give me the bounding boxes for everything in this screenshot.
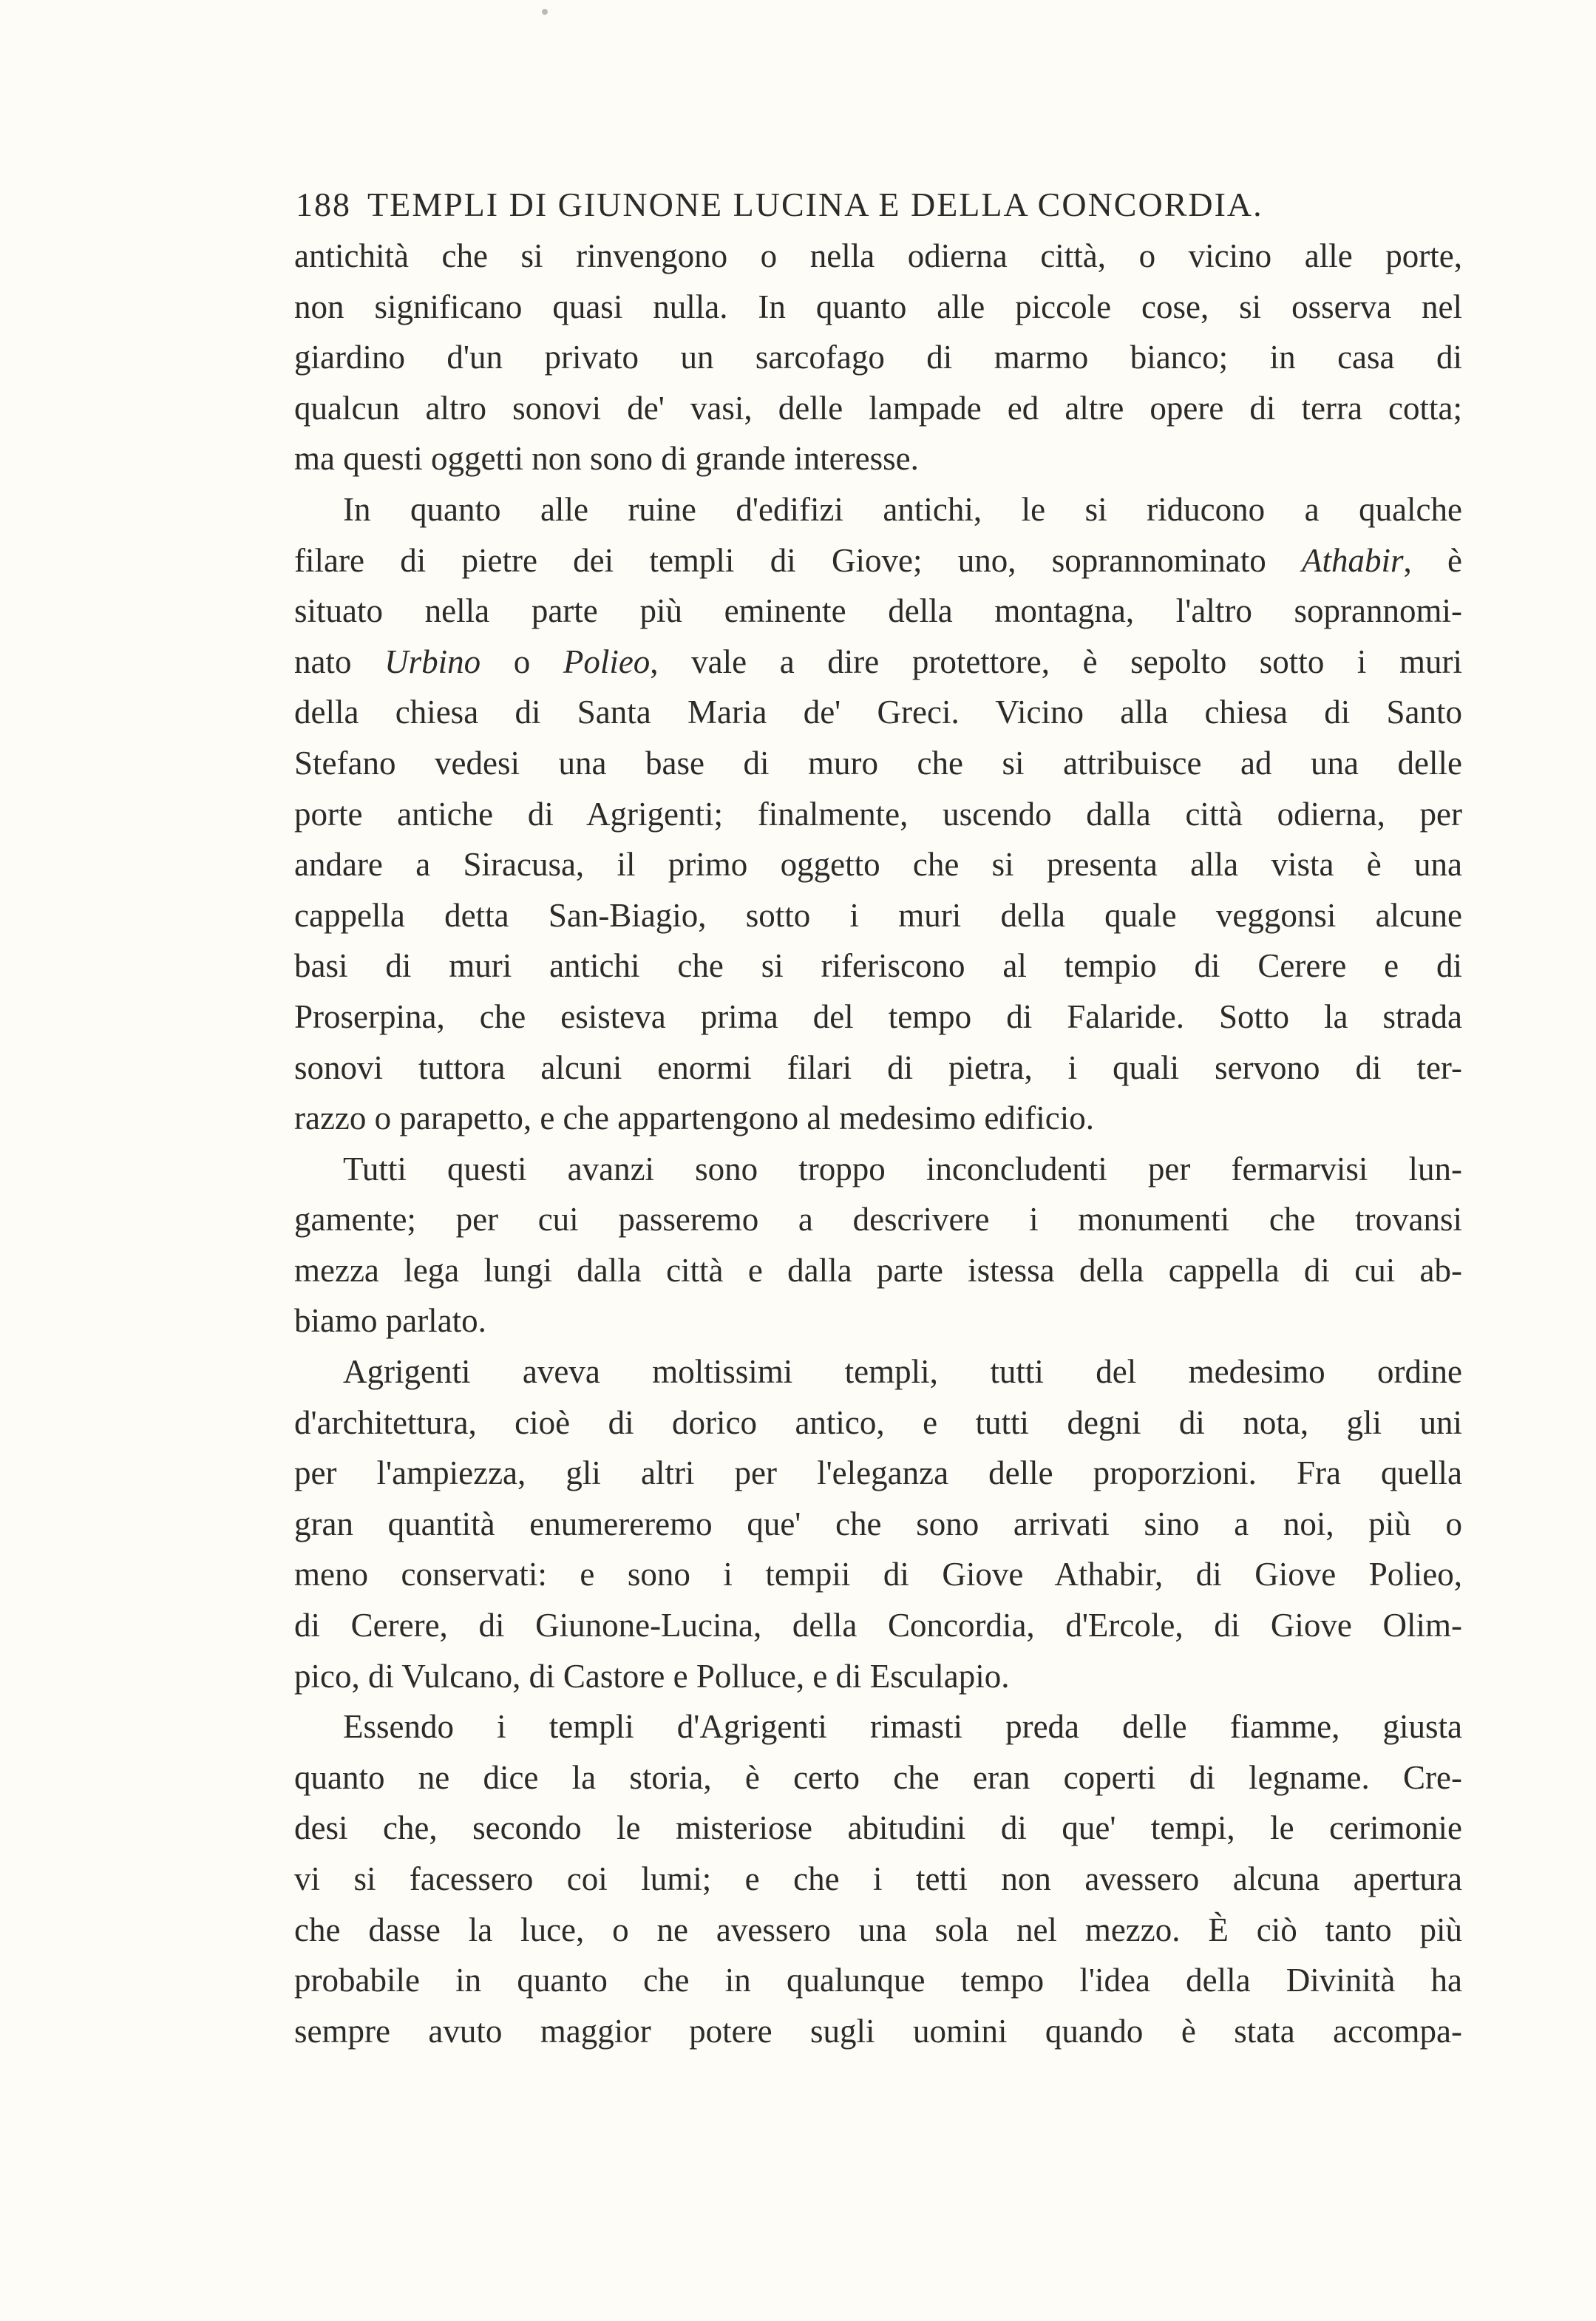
running-title: TEMPLI DI GIUNONE LUCINA E DELLA CONCORDIA. bbox=[367, 186, 1263, 223]
text-line: situato nella parte più eminente della montagna, l'altro soprannomi- bbox=[294, 592, 1462, 630]
text-line: Agrigenti aveva moltissimi templi, tutti del medesimo ordine bbox=[343, 1353, 1462, 1391]
text-line: gamente; per cui passeremo a descrivere i monumenti che trovansi bbox=[294, 1201, 1462, 1239]
text-line: sempre avuto maggior potere sugli uomini quando è stata accompa- bbox=[294, 2012, 1462, 2050]
text-line: gran quantità enumereremo que' che sono arrivati sino a noi, più o bbox=[294, 1505, 1462, 1542]
body-text bbox=[294, 231, 1462, 2056]
text-line: per l'ampiezza, gli altri per l'eleganza delle proporzioni. Fra quella bbox=[294, 1454, 1462, 1492]
text-line: Essendo i templi d'Agrigenti rimasti preda delle fiamme, giusta bbox=[343, 1708, 1462, 1746]
text-line: antichità che si rinvengono o nella odierna città, o vicino alle porte, bbox=[294, 237, 1462, 274]
text-line: basi di muri antichi che si riferiscono al tempio di Cerere e di bbox=[294, 947, 1462, 985]
text-run: o bbox=[481, 643, 563, 680]
text-line: Stefano vedesi una base di muro che si attribuisce ad una delle bbox=[294, 744, 1462, 782]
text-line: Proserpina, che esisteva prima del tempo di Falaride. Sotto la strada bbox=[294, 997, 1462, 1035]
text-line: andare a Siracusa, il primo oggetto che si presenta alla vista è una bbox=[294, 846, 1462, 884]
text-line: non significano quasi nulla. In quanto alle piccole cose, si osserva nel bbox=[294, 288, 1462, 325]
text-line: biamo parlato. bbox=[294, 1302, 486, 1340]
text-run: filare di pietre dei templi di Giove; uno, soprannominato bbox=[294, 541, 1302, 579]
text-run: , è bbox=[1403, 541, 1462, 579]
text-line: cappella detta San-Biagio, sotto i muri della quale veggonsi alcune bbox=[294, 896, 1462, 934]
text-line: razzo o parapetto, e che appartengono al medesimo edificio. bbox=[294, 1099, 1095, 1137]
text-line: sonovi tuttora alcuni enormi filari di pietra, i quali servono di ter- bbox=[294, 1048, 1462, 1086]
italic-term-polieo: Polieo bbox=[563, 643, 651, 680]
text-line: d'architettura, cioè di dorico antico, e tutti degni di nota, gli uni bbox=[294, 1403, 1462, 1441]
text-line: desi che, secondo le misteriose abitudini di que' tempi, le cerimonie bbox=[294, 1809, 1462, 1847]
text-line: In quanto alle ruine d'edifizi antichi, le si riducono a qualche bbox=[343, 490, 1462, 528]
text-line: quanto ne dice la storia, è certo che eran coperti di legname. Cre- bbox=[294, 1758, 1462, 1796]
text-line: qualcun altro sonovi de' vasi, delle lampade ed altre opere di terra cotta; bbox=[294, 389, 1462, 427]
page-speck bbox=[542, 9, 548, 15]
text-line: probabile in quanto che in qualunque tempo l'idea della Divinità ha bbox=[294, 1962, 1462, 1999]
text-line: vi si facessero coi lumi; e che i tetti non avessero alcuna apertura bbox=[294, 1860, 1462, 1897]
text-run: nato bbox=[294, 643, 385, 680]
text-line: meno conservati: e sono i tempii di Giove Athabir, di Giove Polieo, bbox=[294, 1556, 1462, 1593]
text-line bbox=[294, 535, 1462, 586]
italic-term-athabir: Athabir bbox=[1301, 541, 1404, 579]
text-line: della chiesa di Santa Maria de' Greci. Vicino alla chiesa di Santo bbox=[294, 694, 1462, 731]
text-line: porte antiche di Agrigenti; finalmente, uscendo dalla città odierna, per bbox=[294, 795, 1462, 833]
italic-term-urbino: Urbino bbox=[384, 643, 481, 680]
text-line: pico, di Vulcano, di Castore e Polluce, e di Esculapio. bbox=[294, 1657, 1010, 1695]
text-line: ma questi oggetti non sono di grande interesse. bbox=[294, 440, 919, 478]
text-line: mezza lega lungi dalla città e dalla parte istessa della cappella di cui ab- bbox=[294, 1251, 1462, 1289]
text-line: di Cerere, di Giunone-Lucina, della Concordia, d'Ercole, di Giove Olim- bbox=[294, 1607, 1462, 1644]
text-line: Tutti questi avanzi sono troppo inconcludenti per fermarvisi lun- bbox=[343, 1150, 1462, 1187]
text-line bbox=[294, 637, 1462, 688]
text-line: che dasse la luce, o ne avessero una sola nel mezzo. È ciò tanto più bbox=[294, 1911, 1462, 1948]
text-run: , vale a dire protettore, è sepolto sotto i muri bbox=[650, 643, 1463, 680]
page-number: 188 bbox=[296, 186, 351, 223]
text-line: giardino d'un privato un sarcofago di marmo bianco; in casa di bbox=[294, 339, 1462, 376]
